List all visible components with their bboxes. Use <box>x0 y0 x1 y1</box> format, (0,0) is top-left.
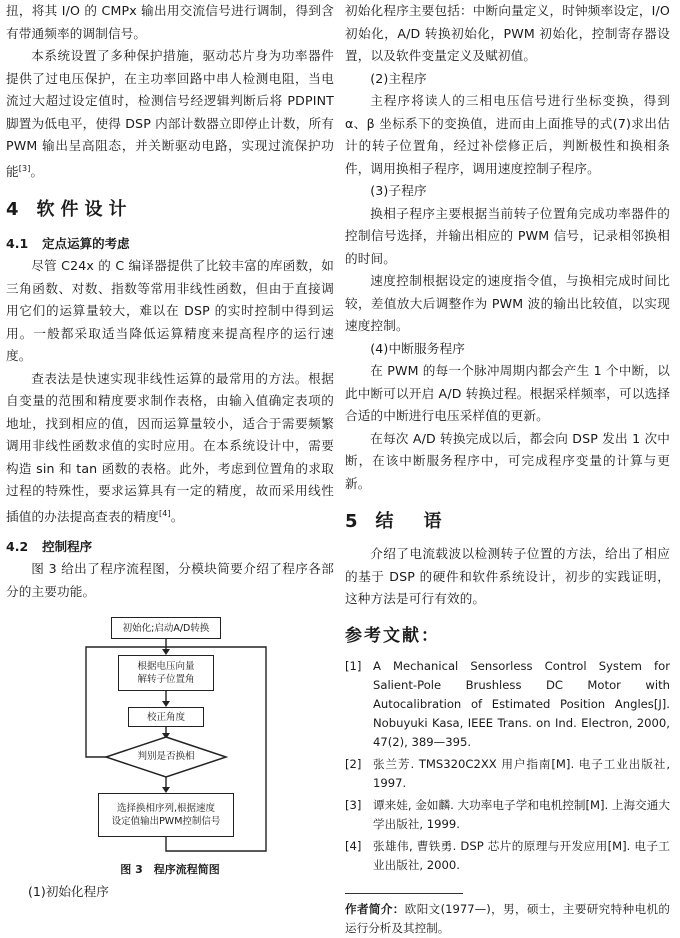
citation-3: [3] <box>18 163 31 173</box>
paragraph-protection <box>6 45 334 183</box>
flow-box-commutate <box>98 793 234 837</box>
flow-diamond-label: 判别是否换相 <box>137 751 195 763</box>
references-list <box>345 657 670 875</box>
paragraph-conclusion: 介绍了电流载波以检测转子位置的方法，给出了相应的基于 DSP 的硬件和软件系统设计，初步的实践证明，这种方法是可行有效的。 <box>345 546 670 606</box>
references-heading: 参考文献： <box>345 625 440 646</box>
flow-box-correct-angle <box>128 707 204 727</box>
author-bio-text: 欧阳文(1977—)，男，硕士，主要研究特种电机的运行分析及其控制。 <box>345 901 670 935</box>
protection-end: 。 <box>30 163 44 179</box>
reference-text: A Mechanical Sensorless Control System for Salient-Pole Brushless DC Motor with Autocalibration of Estimated Position Angles[J]. Nobuyuki Kasa, IEEE Trans. on Ind. Electron, 2000, 47(2), 389—395. <box>373 658 670 749</box>
paragraph-subroutine-b: 速度控制根据设定的速度指令值，与换相完成时间比较，差值放大后调整作为 PWM 波的输出比较值，以实现速度控制。 <box>345 273 670 333</box>
section-5-heading <box>345 509 670 535</box>
section-4-number: 4 <box>6 199 25 221</box>
subheading-subroutine: (3)子程序 <box>370 183 427 198</box>
reference-number: [2] <box>345 756 362 771</box>
flow-box-init-label: 初始化;启动A/D转换 <box>122 622 210 634</box>
paragraph-isr-a: 在 PWM 的每一个脉冲周期内都会产生 1 个中断，以此中断可以开启 A/D 转换过程。根据采样频率，可以选择合适的中断进行电压采样值的更新。 <box>345 363 670 423</box>
reference-item <box>345 837 670 875</box>
reference-number: [1] <box>345 658 362 673</box>
subheading-isr: (4)中断服务程序 <box>370 340 465 356</box>
section-5-title: 结 语 <box>375 511 448 532</box>
paragraph-isr-b: 在每次 A/D 转换完成以后，都会向 DSP 发出 1 次中断，在该中断服务程序中，可完成程序变量的计算与更新。 <box>345 430 670 491</box>
reference-number: [4] <box>345 838 362 853</box>
section-4-1-heading <box>6 233 334 255</box>
reference-text: 谭来娃, 金如麟. 大功率电子学和电机控制[M]. 上海交通大学出版社, 1999. <box>373 797 670 831</box>
paragraph-4-2: 图 3 给出了程序流程图，分模块简要介绍了程序各部分的主要功能。 <box>6 561 334 599</box>
flow-box-solve-angle <box>118 655 214 691</box>
flow-box-commutate-line1: 选择换相序列,根据速度 <box>116 803 216 815</box>
right-column <box>345 0 670 938</box>
flowchart-figure-3 <box>6 609 334 934</box>
reference-text: 张兰芳. TMS320C2XX 用户指南[M]. 电子工业出版社, 1997. <box>373 756 670 790</box>
paragraph-intro: 扭，将其 I/O 的 CMPx 输出用交流信号进行调制，得到含有带通频率的调制信号。 <box>6 3 334 41</box>
figure-3-caption: 图 3 程序流程简图 <box>120 863 220 877</box>
flow-box-solve-angle-line1: 根据电压向量 <box>137 661 195 673</box>
paragraph-init-program: 初始化程序主要包括：中断向量定义，时钟频率设定，I/O 初始化，A/D 转换初始化，PWM 初始化，控制寄存器设置，以及软件变量定义及赋初值。 <box>345 3 670 63</box>
para-4-1-b-text: 查表法是快速实现非线性运算的最常用的方法。根据自变量的范围和精度要求制作表格，由输入值确定表项的地址，找到相应的值，因而运算量较小，适合于需要频繁调用非线性函数求值的实时应用。在本系统设计中，需要构造 sin 和 tan 函数的表格。此外，考虑到位置角的求取过程的特殊性，要求运算具有一定的精度，故而采用线性插值的办法提高查表的精度 <box>6 370 334 524</box>
paragraph-main-program: 主程序将读人的三相电压信号进行坐标变换，得到 α、β 坐标系下的变换值，进而由上面推导的式(7)求出估计的转子位置角，经过补偿修正后，判断极性和换相条件，调用换相子程序，调用速度控制子程序。 <box>345 93 670 176</box>
reference-item <box>345 796 670 834</box>
paragraph-4-1-b <box>6 368 334 529</box>
flow-box-init <box>111 617 221 639</box>
reference-number: [3] <box>345 797 362 812</box>
left-column <box>6 0 334 934</box>
flow-box-solve-angle-line2: 解转子位置角 <box>137 674 195 686</box>
subheading-init-program: (1)初始化程序 <box>28 884 109 900</box>
reference-text: 张雄伟, 曹铁勇. DSP 芯片的原理与开发应用[M]. 电子工业出版社, 2000. <box>373 838 670 872</box>
reference-item <box>345 657 670 752</box>
section-5-number: 5 <box>345 511 364 532</box>
section-4-2-title: 控制程序 <box>42 539 93 555</box>
section-4-title: 软件设计 <box>36 199 133 221</box>
section-4-2-number: 4.2 <box>6 539 29 555</box>
section-4-heading <box>6 197 334 223</box>
author-bio-label: 作者简介： <box>345 901 405 916</box>
subheading-main-program: (2)主程序 <box>370 70 427 86</box>
section-4-1-number: 4.1 <box>6 236 29 252</box>
paragraph-4-1-a: 尽管 C24x 的 C 编译器提供了比较丰富的库函数，如三角函数、对数、指数等常用非线性函数，但由于直接调用它们的运算量较大，难以在 DSP 的实时控制中得到运用。一般都采取适当降低运算精度来提高程序的运行速度。 <box>6 258 334 364</box>
reference-item <box>345 755 670 793</box>
author-bio <box>345 900 670 938</box>
flow-box-commutate-line2: 设定值输出PWM控制信号 <box>111 816 221 828</box>
protection-text: 本系统设置了多种保护措施，驱动芯片身为功率器件提供了过电压保护，在主功率回路中串人检测电阻，当电流过大超过设定值时，检测信号经逻辑判断后将 PDPINT 脚置为低电平，使得 DSP 内部计数器立即停止计数，所有 PWM 输出呈高阻态，并关断驱动电路，实现过流保护功能 <box>6 48 334 179</box>
citation-4: [4] <box>158 508 171 518</box>
para-4-1-b-end: 。 <box>170 508 184 524</box>
section-4-1-title: 定点运算的考虑 <box>42 236 130 252</box>
section-4-2-heading <box>6 536 334 558</box>
paragraph-subroutine-a: 换相子程序主要根据当前转子位置角完成功率器件的控制信号选择，并输出相应的 PWM 信号，记录相邻换相的时间。 <box>345 205 670 266</box>
flow-box-correct-angle-label: 校正角度 <box>146 711 185 723</box>
